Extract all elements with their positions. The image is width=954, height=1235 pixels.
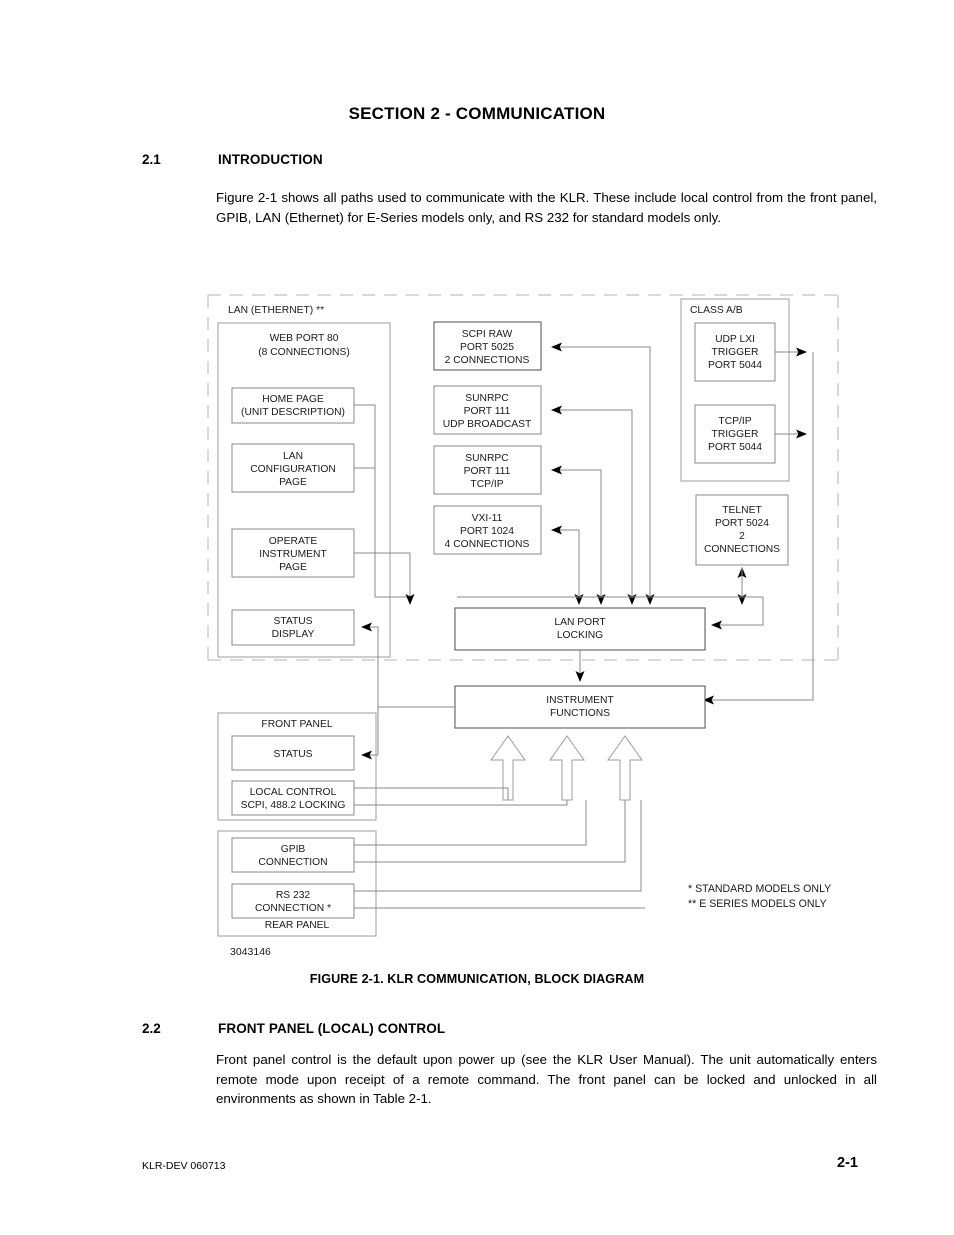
block-status-display-line2: DISPLAY [271,629,315,640]
page-title: SECTION 2 - COMMUNICATION [348,104,606,123]
footnote-standard-models: * STANDARD MODELS ONLY [688,883,832,895]
block-home-page-line2: (UNIT DESCRIPTION) [241,407,345,418]
block-udp-lxi-line3: PORT 5044 [708,360,762,371]
block-sunrpc-tcp-line1: SUNRPC [465,453,509,464]
block-sunrpc-udp-line2: PORT 111 [463,406,511,417]
label-lan-ethernet: LAN (ETHERNET) ** [228,305,325,316]
block-rs232-line1: RS 232 [275,890,311,901]
block-instrument-functions [455,686,705,728]
heading-title-introduction: INTRODUCTION [218,152,323,167]
block-front-panel-status-label: STATUS [273,749,313,760]
line-local-control-to-arrow2 [354,800,567,805]
block-operate-instrument-line2: INSTRUMENT [259,549,327,560]
block-operate-instrument-line1: OPERATE [268,536,318,547]
label-front-panel: FRONT PANEL [261,719,333,730]
arrow-bus-to-vxi11 [552,530,579,597]
block-instrument-functions-line1: INSTRUMENT [546,695,614,706]
block-arrow-rs232 [608,736,642,800]
block-operate-instrument-line3: PAGE [279,562,307,573]
label-web-port-80-line1: WEB PORT 80 [269,333,339,344]
block-status-display-line1: STATUS [273,616,313,627]
line-local-control-to-arrow1 [354,788,508,800]
block-lan-port-locking-line1: LAN PORT [554,617,606,628]
arrow-bus-to-sunrpc-tcp [552,470,601,597]
footer-document-id: KLR-DEV 060713 [142,1160,226,1172]
block-local-control-line2: SCPI, 488.2 LOCKING [240,800,346,811]
block-sunrpc-udp-line1: SUNRPC [465,393,509,404]
block-instrument-functions-line2: FUNCTIONS [549,708,611,719]
line-instrument-functions-to-status [378,707,455,755]
block-lan-config-line2: CONFIGURATION [250,464,336,475]
block-tcpip-trigger-line2: TRIGGER [711,429,759,440]
block-sunrpc-tcp-line2: PORT 111 [463,466,511,477]
block-udp-lxi-line2: TRIGGER [711,347,759,358]
block-arrow-gpib [550,736,584,800]
block-scpi-raw-line2: PORT 5025 [460,342,514,353]
block-vxi11-line1: VXI-11 [471,513,503,524]
paragraph-front-panel-control: Front panel control is the default upon power up (see the KLR User Manual). The unit automatically enters remote mode upon receipt of a remote command. The front panel can be locked and unlocked in all environments as shown in Table 2-1. [216,1052,877,1106]
footnote-e-series-models: ** E SERIES MODELS ONLY [688,898,827,910]
block-telnet-line4: CONNECTIONS [703,544,781,555]
heading-title-front-panel-control: FRONT PANEL (LOCAL) CONTROL [218,1021,446,1036]
block-telnet-line2: PORT 5024 [715,518,769,529]
block-scpi-raw-line3: 2 CONNECTIONS [444,355,530,366]
block-gpib-line2: CONNECTION [258,857,328,868]
label-rear-panel: REAR PANEL [264,920,330,931]
label-web-port-80-line2: (8 CONNECTIONS) [258,347,350,358]
heading-number-2-1: 2.1 [142,152,161,167]
block-udp-lxi-line1: UDP LXI [715,334,755,345]
block-home-page-line1: HOME PAGE [262,394,324,405]
paragraph-introduction: Figure 2-1 shows all paths used to communicate with the KLR. These include local control from the front panel, GPIB, LAN (Ethernet) for E-Series models only, and RS 232 for standard models only. [216,190,877,225]
figure-caption: FIGURE 2-1. KLR COMMUNICATION, BLOCK DIAGRAM [309,972,645,986]
arrow-bus-to-sunrpc-udp [552,410,632,597]
line-gpib-to-arrow2 [354,800,586,845]
line-home-page-to-bus [354,405,375,597]
label-class-ab: CLASS A/B [690,305,743,316]
block-sunrpc-udp-line3: UDP BROADCAST [442,419,532,430]
block-tcpip-trigger-line1: TCP/IP [718,416,752,427]
block-sunrpc-tcp-line3: TCP/IP [470,479,504,490]
block-gpib-line1: GPIB [280,844,306,855]
block-local-control-line1: LOCAL CONTROL [249,787,337,798]
block-lan-port-locking-line2: LOCKING [556,630,604,641]
block-telnet-line1: TELNET [722,505,762,516]
block-vxi11-line3: 4 CONNECTIONS [444,539,530,550]
block-scpi-raw-line1: SCPI RAW [461,329,513,340]
figure-part-number: 3043146 [230,946,271,958]
block-vxi11-line2: PORT 1024 [460,526,514,537]
line-gpib-to-arrow3 [354,800,625,862]
block-tcpip-trigger-line3: PORT 5044 [708,442,762,453]
line-operate-instrument-to-bus [354,553,410,597]
block-telnet-line3: 2 [739,531,745,542]
arrow-right-spine-to-lan-port-locking [712,597,763,625]
footer-page-number: 2-1 [837,1155,858,1171]
heading-number-2-2: 2.2 [142,1021,161,1036]
block-lan-config-line3: PAGE [279,477,307,488]
block-lan-config-line1: LAN [282,451,304,462]
block-rs232-line2: CONNECTION * [254,903,332,914]
block-lan-port-locking [455,608,705,650]
